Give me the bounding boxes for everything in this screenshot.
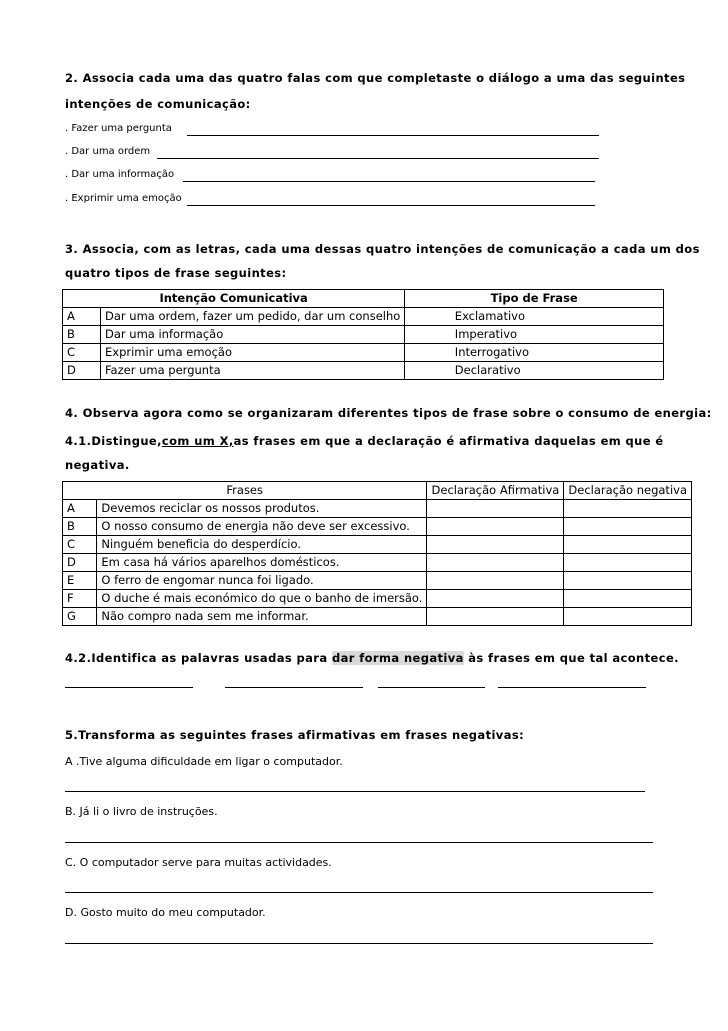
header-type: Tipo de Frase — [405, 290, 664, 308]
q5-item-c: C. O computador serve para muitas actividades. — [65, 856, 332, 869]
intention-table — [62, 289, 664, 380]
q2-title-text: 2. Associa cada uma das quatro falas com que completaste o diálogo a uma das seguintes — [65, 71, 686, 85]
row-intention: Fazer uma pergunta — [101, 362, 405, 380]
row-letter: C — [63, 536, 97, 554]
q2-item-4: . Exprimir uma emoção — [65, 193, 182, 204]
table-row — [63, 572, 692, 590]
row-intention: Exprimir uma emoção — [101, 344, 405, 362]
cell-afirmativa[interactable] — [427, 518, 564, 536]
q3-title-line1: 3. Associa, com as letras, cada uma dessas quatro intenções de comunicação a cada um dos — [65, 242, 700, 256]
table-row — [63, 500, 692, 518]
q2-answer-line-3[interactable] — [183, 181, 595, 182]
row-letter: B — [63, 518, 97, 536]
q5-answer-line-a[interactable] — [65, 791, 645, 792]
cell-afirmativa[interactable] — [427, 500, 564, 518]
row-sentence: Devemos reciclar os nossos produtos. — [97, 500, 427, 518]
cell-negativa[interactable] — [564, 518, 692, 536]
row-spacer — [405, 362, 451, 380]
cell-afirmativa[interactable] — [427, 536, 564, 554]
q4-2-answer-line-4[interactable] — [498, 687, 646, 688]
q4-1-text-c: as frases em que a declaração é afirmativa daquelas em que é — [233, 434, 664, 448]
cell-negativa[interactable] — [564, 590, 692, 608]
q5-item-a: A .Tive alguma dificuldade em ligar o computador. — [65, 755, 343, 768]
q4-1-text-b: com um X, — [161, 434, 234, 448]
cell-negativa[interactable] — [564, 608, 692, 626]
header-afirmativa: Declaração Afirmativa — [427, 482, 564, 500]
q4-1-line2: negativa. — [65, 458, 130, 472]
q3-title-line2: quatro tipos de frase seguintes: — [65, 266, 287, 280]
table-row — [63, 518, 692, 536]
table-row — [63, 362, 664, 380]
q5-answer-line-b[interactable] — [65, 842, 653, 843]
row-letter: D — [63, 362, 101, 380]
q5-answer-line-c[interactable] — [65, 892, 653, 893]
table-row — [63, 554, 692, 572]
q2-item-2: . Dar uma ordem — [65, 146, 151, 157]
row-intention: Dar uma ordem, fazer um pedido, dar um conselho — [101, 308, 405, 326]
q4-2-highlight: dar forma negativa — [331, 651, 464, 665]
row-spacer — [405, 308, 451, 326]
table-row — [63, 344, 664, 362]
row-sentence: O nosso consumo de energia não deve ser excessivo. — [97, 518, 427, 536]
row-sentence: Não compro nada sem me informar. — [97, 608, 427, 626]
q4-1-line1 — [65, 434, 664, 448]
row-sentence: Ninguém beneficia do desperdício. — [97, 536, 427, 554]
q4-2-answer-line-3[interactable] — [378, 687, 485, 688]
q2-item-1: . Fazer uma pergunta — [65, 123, 172, 134]
table-row — [63, 590, 692, 608]
cell-negativa[interactable] — [564, 572, 692, 590]
q2-title-line2: intenções de comunicação: — [65, 97, 251, 111]
row-type: Imperativo — [451, 326, 664, 344]
q4-1-text-a: 4.1.Distingue, — [65, 434, 162, 448]
row-letter: A — [63, 308, 101, 326]
table-row — [63, 308, 664, 326]
row-letter: C — [63, 344, 101, 362]
header-intention: Intenção Comunicativa — [63, 290, 405, 308]
row-letter: G — [63, 608, 97, 626]
cell-negativa[interactable] — [564, 500, 692, 518]
q2-item-3: . Dar uma informação — [65, 169, 175, 180]
header-frases: Frases — [63, 482, 427, 500]
row-sentence: O duche é mais económico do que o banho de imersão. — [97, 590, 427, 608]
q5-item-d: D. Gosto muito do meu computador. — [65, 906, 266, 919]
table-row — [63, 326, 664, 344]
row-type: Interrogativo — [451, 344, 664, 362]
q4-2-answer-line-1[interactable] — [65, 687, 193, 688]
row-spacer — [405, 326, 451, 344]
q2-answer-line-1[interactable] — [187, 135, 599, 136]
q5-title: 5.Transforma as seguintes frases afirmativas em frases negativas: — [65, 728, 525, 742]
q5-item-b: B. Já li o livro de instruções. — [65, 805, 218, 818]
table-row — [63, 536, 692, 554]
q4-title: 4. Observa agora como se organizaram diferentes tipos de frase sobre o consumo de energia: — [65, 406, 712, 420]
row-intention: Dar uma informação — [101, 326, 405, 344]
row-letter: F — [63, 590, 97, 608]
row-letter: E — [63, 572, 97, 590]
row-type: Declarativo — [451, 362, 664, 380]
header-negativa: Declaração negativa — [564, 482, 692, 500]
sentences-table-header — [63, 482, 692, 500]
q5-answer-line-d[interactable] — [65, 943, 653, 944]
row-sentence: O ferro de engomar nunca foi ligado. — [97, 572, 427, 590]
row-type: Exclamativo — [451, 308, 664, 326]
cell-afirmativa[interactable] — [427, 572, 564, 590]
q4-2-text-c: às frases em que tal acontece. — [463, 651, 679, 665]
row-letter: D — [63, 554, 97, 572]
cell-afirmativa[interactable] — [427, 554, 564, 572]
q2-answer-line-2[interactable] — [157, 158, 599, 159]
table-row — [63, 608, 692, 626]
cell-negativa[interactable] — [564, 536, 692, 554]
cell-afirmativa[interactable] — [427, 590, 564, 608]
cell-afirmativa[interactable] — [427, 608, 564, 626]
q2-answer-line-4[interactable] — [187, 205, 595, 206]
row-sentence: Em casa há vários aparelhos domésticos. — [97, 554, 427, 572]
q4-2-answer-line-2[interactable] — [225, 687, 363, 688]
row-letter: A — [63, 500, 97, 518]
q4-2-instruction — [65, 651, 679, 665]
sentences-table — [62, 481, 692, 626]
row-spacer — [405, 344, 451, 362]
q4-2-text-a: 4.2.Identifica as palavras usadas para — [65, 651, 332, 665]
intention-table-header — [63, 290, 664, 308]
row-letter: B — [63, 326, 101, 344]
q2-title-line1 — [65, 71, 686, 85]
cell-negativa[interactable] — [564, 554, 692, 572]
